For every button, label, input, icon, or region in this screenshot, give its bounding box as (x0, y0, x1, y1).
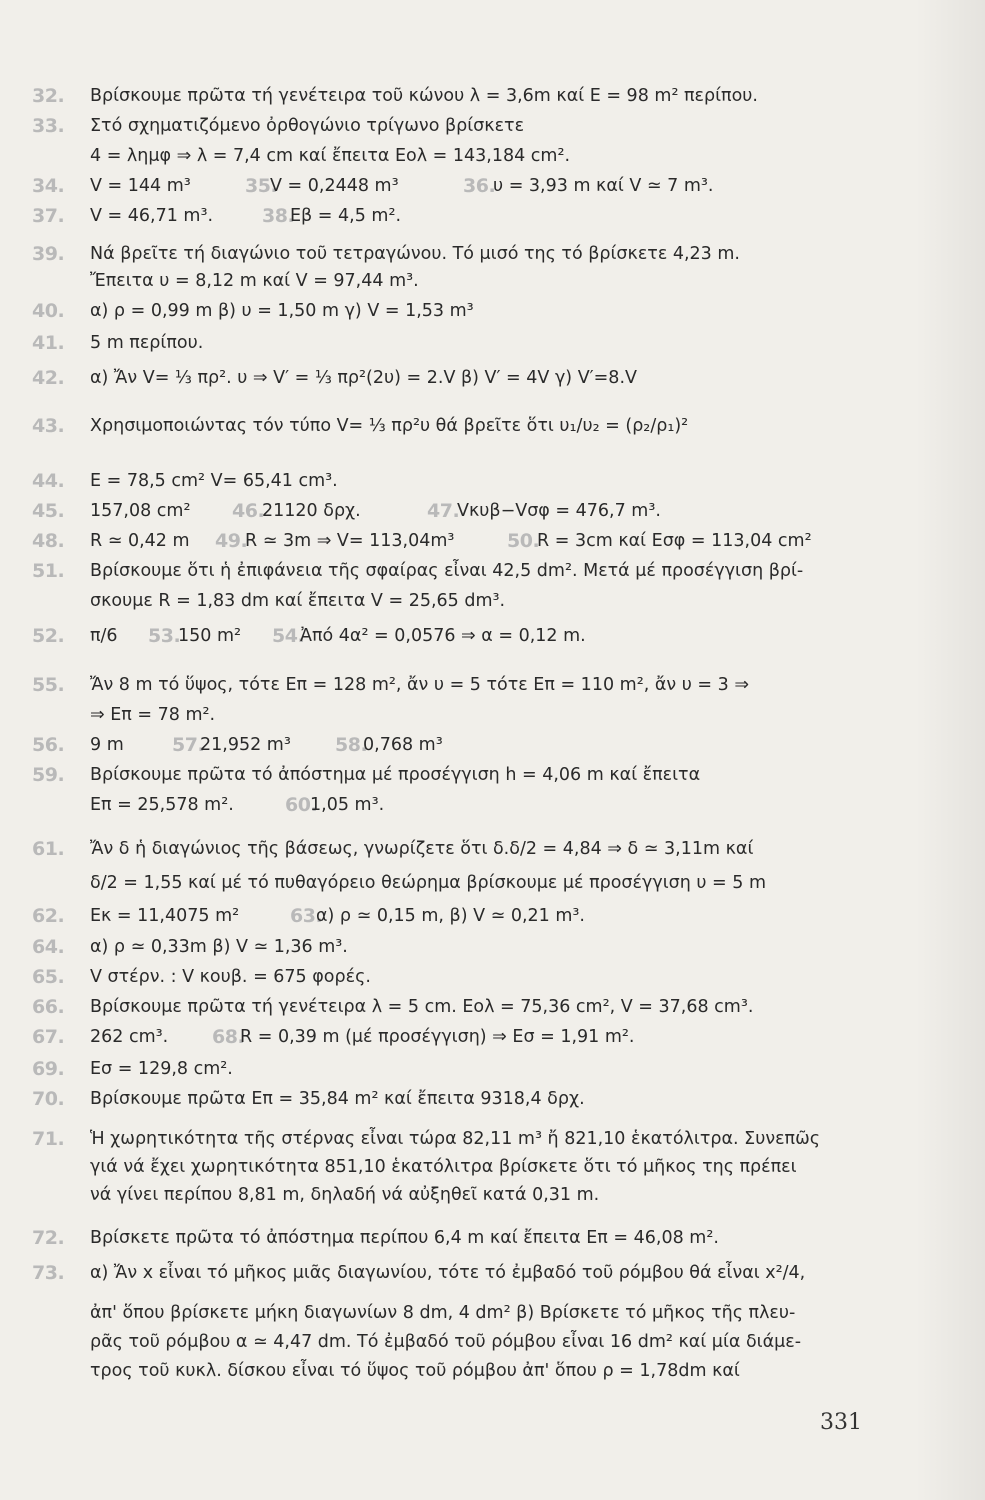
answer-text: 21120 δρχ. (262, 501, 361, 521)
answer-text: Εκ = 11,4075 m² (90, 906, 240, 926)
answer-text: Ἡ χωρητικότητα τῆς στέρνας εἶναι τώρα 82,11 m³ ἤ 821,10 ἑκατόλιτρα. Συνεπῶς (90, 1129, 821, 1149)
answer-text: Ἄν 8 m τό ὕψος, τότε Επ = 128 m², ἄν υ = 5 τότε Επ = 110 m², ἄν υ = 3 ⇒ (90, 675, 749, 695)
answer-text: Βρίσκουμε πρῶτα τό ἀπόστημα μέ προσέγγιση h = 4,06 m καί ἔπειτα (90, 765, 701, 785)
answer-text: Νά βρεῖτε τή διαγώνιο τοῦ τετραγώνου. Τό μισό της τό βρίσκετε 4,23 m. (90, 244, 740, 264)
exercise-number: 54. (272, 625, 305, 647)
answer-text: R = 0,39 m (μέ προσέγγιση) ⇒ Εσ = 1,91 m². (240, 1027, 635, 1047)
answer-text: 1,05 m³. (310, 795, 385, 815)
exercise-number: 61. (32, 838, 65, 860)
exercise-number: 51. (32, 560, 65, 582)
answer-text: Βρίσκουμε ὅτι ἡ ἐπιφάνεια τῆς σφαίρας εἶναι 42,5 dm². Μετά μέ προσέγγιση βρί- (90, 561, 804, 581)
exercise-number: 55. (32, 674, 65, 696)
exercise-number: 41. (32, 332, 65, 354)
exercise-number: 57. (172, 734, 205, 756)
exercise-number: 58. (335, 734, 368, 756)
exercise-number: 72. (32, 1227, 65, 1249)
exercise-number: 67. (32, 1026, 65, 1048)
answer-text: Στό σχηματιζόμενο ὀρθογώνιο τρίγωνο βρίσκετε (90, 116, 525, 136)
answer-text: Ε = 78,5 cm² V= 65,41 cm³. (90, 471, 338, 491)
exercise-number: 49. (215, 530, 248, 552)
answer-text: ⇒ Επ = 78 m². (90, 705, 216, 725)
exercise-number: 66. (32, 996, 65, 1018)
answer-text: γιά νά ἔχει χωρητικότητα 851,10 ἑκατόλιτρα βρίσκετε ὅτι τό μῆκος της πρέπει (90, 1157, 797, 1177)
answer-text: α) Ἄν x εἶναι τό μῆκος μιᾶς διαγωνίου, τότε τό ἐμβαδό τοῦ ρόμβου θά εἶναι x²/4, (90, 1263, 806, 1283)
exercise-number: 48. (32, 530, 65, 552)
exercise-number: 44. (32, 470, 65, 492)
exercise-number: 42. (32, 367, 65, 389)
answer-text: ἀπ' ὅπου βρίσκετε μήκη διαγωνίων 8 dm, 4 dm² β) Βρίσκετε τό μῆκος τῆς πλευ- (90, 1303, 796, 1323)
answer-text: 5 m περίπου. (90, 333, 204, 353)
exercise-number: 52. (32, 625, 65, 647)
answer-text: 21,952 m³ (200, 735, 291, 755)
answer-text: Vκυβ−Vσφ = 476,7 m³. (457, 501, 661, 521)
answer-text: α) Ἄν V= ⅓ πρ². υ ⇒ V′ = ⅓ πρ²(2υ) = 2.V β) V′ = 4V γ) V′=8.V (90, 368, 637, 388)
answer-text: α) ρ ≃ 0,33m β) V ≃ 1,36 m³. (90, 937, 348, 957)
answer-text: τρος τοῦ κυκλ. δίσκου εἶναι τό ὕψος τοῦ ρόμβου ἀπ' ὅπου ρ = 1,78dm καί (90, 1361, 740, 1381)
answer-text: R = 3cm καί Εσφ = 113,04 cm² (537, 531, 812, 551)
exercise-number: 64. (32, 936, 65, 958)
answer-text: Ἔπειτα υ = 8,12 m καί V = 97,44 m³. (90, 271, 419, 291)
exercise-number: 65. (32, 966, 65, 988)
exercise-number: 69. (32, 1058, 65, 1080)
answer-text: V στέρν. : V κουβ. = 675 φορές. (90, 967, 371, 987)
answer-text: V = 0,2448 m³ (270, 176, 399, 196)
exercise-number: 39. (32, 243, 65, 265)
exercise-number: 50. (507, 530, 540, 552)
page-edge-shadow (915, 0, 985, 1500)
exercise-number: 40. (32, 300, 65, 322)
answer-text: α) ρ = 0,99 m β) υ = 1,50 m γ) V = 1,53 m³ (90, 301, 474, 321)
answer-text: R ≃ 0,42 m (90, 531, 190, 551)
answer-text: υ = 3,93 m καί V ≃ 7 m³. (493, 176, 714, 196)
page-number: 331 (820, 1410, 862, 1435)
answer-text: 4 = λημφ ⇒ λ = 7,4 cm καί ἔπειτα Εολ = 143,184 cm². (90, 146, 571, 166)
answer-text: νά γίνει περίπου 8,81 m, δηλαδή νά αὐξηθεῖ κατά 0,31 m. (90, 1185, 600, 1205)
answer-text: ρᾶς τοῦ ρόμβου α ≃ 4,47 dm. Τό ἐμβαδό τοῦ ρόμβου εἶναι 16 dm² καί μία διάμε- (90, 1332, 802, 1352)
answer-text: σκουμε R = 1,83 dm καί ἔπειτα V = 25,65 dm³. (90, 591, 506, 611)
answer-text: 157,08 cm² (90, 501, 191, 521)
answer-text: Ἄν δ ἡ διαγώνιος τῆς βάσεως, γνωρίζετε ὅτι δ.δ/2 = 4,84 ⇒ δ ≃ 3,11m καί (90, 839, 754, 859)
exercise-number: 38. (262, 205, 295, 227)
answer-text: α) ρ ≃ 0,15 m, β) V ≃ 0,21 m³. (316, 906, 585, 926)
answer-text: 150 m² (178, 626, 242, 646)
answer-text: Βρίσκουμε πρῶτα τή γενέτειρα λ = 5 cm. Εολ = 75,36 cm², V = 37,68 cm³. (90, 997, 754, 1017)
exercise-number: 73. (32, 1262, 65, 1284)
exercise-number: 70. (32, 1088, 65, 1110)
answer-text: 0,768 m³ (363, 735, 443, 755)
exercise-number: 63. (290, 905, 323, 927)
answer-text: 262 cm³. (90, 1027, 169, 1047)
exercise-number: 59. (32, 764, 65, 786)
answer-text: R ≃ 3m ⇒ V= 113,04m³ (245, 531, 455, 551)
exercise-number: 68. (212, 1026, 245, 1048)
exercise-number: 36. (463, 175, 496, 197)
exercise-number: 32. (32, 85, 65, 107)
answer-text: δ/2 = 1,55 καί μέ τό πυθαγόρειο θεώρημα βρίσκουμε μέ προσέγγιση υ = 5 m (90, 873, 767, 893)
exercise-number: 53. (148, 625, 181, 647)
answer-text: Εσ = 129,8 cm². (90, 1059, 233, 1079)
exercise-number: 60. (285, 794, 318, 816)
answer-text: 9 m (90, 735, 124, 755)
answer-text: Βρίσκουμε πρῶτα τή γενέτειρα τοῦ κώνου λ = 3,6m καί Ε = 98 m² περίπου. (90, 86, 758, 106)
answer-text: Επ = 25,578 m². (90, 795, 234, 815)
answer-text: Βρίσκουμε πρῶτα Επ = 35,84 m² καί ἔπειτα 9318,4 δρχ. (90, 1089, 585, 1109)
exercise-number: 37. (32, 205, 65, 227)
answer-text: Βρίσκετε πρῶτα τό ἀπόστημα περίπου 6,4 m καί ἔπειτα Επ = 46,08 m². (90, 1228, 719, 1248)
answer-text: V = 144 m³ (90, 176, 191, 196)
answer-text: π/6 (90, 626, 118, 646)
answer-text: Εβ = 4,5 m². (290, 206, 402, 226)
exercise-number: 45. (32, 500, 65, 522)
answer-text: V = 46,71 m³. (90, 206, 214, 226)
answer-text: Ἀπό 4α² = 0,0576 ⇒ α = 0,12 m. (300, 626, 586, 646)
exercise-number: 56. (32, 734, 65, 756)
answer-text: Χρησιμοποιώντας τόν τύπο V= ⅓ πρ²υ θά βρεῖτε ὅτι υ₁/υ₂ = (ρ₂/ρ₁)² (90, 416, 689, 436)
exercise-number: 43. (32, 415, 65, 437)
exercise-number: 47. (427, 500, 460, 522)
exercise-number: 34. (32, 175, 65, 197)
exercise-number: 33. (32, 115, 65, 137)
exercise-number: 71. (32, 1128, 65, 1150)
exercise-number: 35. (245, 175, 278, 197)
exercise-number: 62. (32, 905, 65, 927)
exercise-number: 46. (232, 500, 265, 522)
